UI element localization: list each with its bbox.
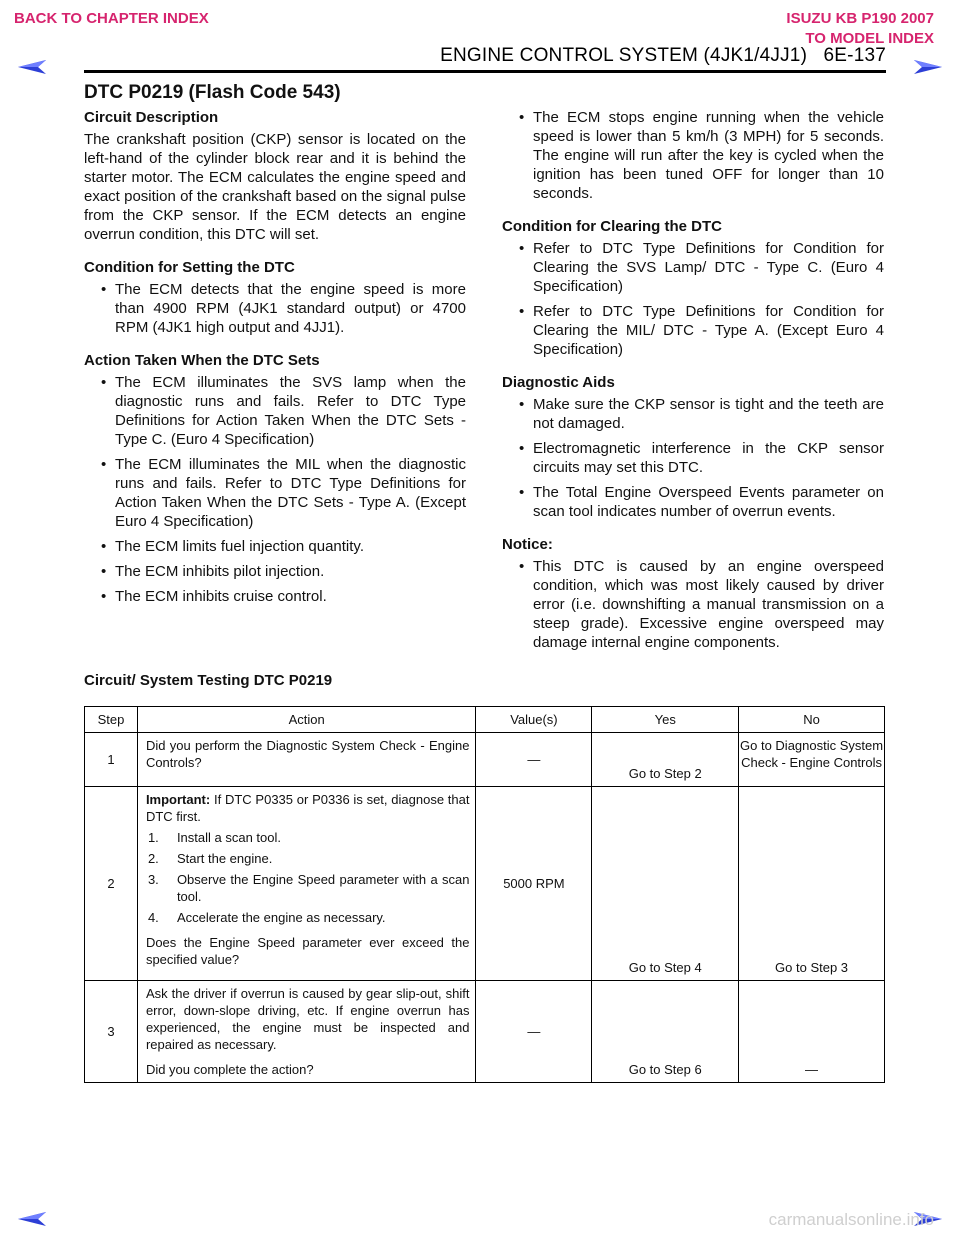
action-taken-list <box>84 373 466 606</box>
previous-page-arrow-icon[interactable] <box>16 58 48 76</box>
table-row <box>85 981 885 1083</box>
important-note <box>146 791 470 825</box>
circuit-testing-heading: Circuit/ System Testing DTC P0219 <box>84 672 333 689</box>
header-rule <box>84 70 886 73</box>
list-item: • Make sure the CKP sensor is tight and the teeth are not damaged. <box>502 395 884 433</box>
list-item <box>146 871 470 905</box>
footer-watermark: carmanualsonline.info <box>768 1210 934 1229</box>
list-item: • The ECM illuminates the MIL when the diagnostic runs and fails. Refer to DTC Type Definitions for Action Taken When the DTC Sets - Type A. (Except Euro 4 Specification) <box>84 455 466 531</box>
action-taken-heading: Action Taken When the DTC Sets <box>84 352 320 369</box>
list-item: • The ECM inhibits pilot injection. <box>84 562 466 581</box>
dtc-title: DTC P0219 (Flash Code 543) <box>84 82 341 103</box>
step-cell: 1 <box>85 733 138 787</box>
circuit-description-heading: Circuit Description <box>84 109 219 126</box>
header-step: Step <box>85 707 138 733</box>
header-values: Value(s) <box>476 707 592 733</box>
condition-setting-list <box>84 280 466 337</box>
condition-clearing-list <box>502 239 884 359</box>
no-cell: — <box>739 981 885 1083</box>
circuit-description-text: The crankshaft position (CKP) sensor is located on the left-hand of the cylinder block rear and it is behind the starter motor. The ECM calculates the engine speed and exact position of the crankshaft based on the signal pulse from the CKP sensor. If the ECM detects an engine overrun condition, this DTC will set. <box>84 131 466 243</box>
header-no: No <box>739 707 885 733</box>
yes-cell: Go to Step 6 <box>592 981 739 1083</box>
diagnostic-table <box>84 706 885 1083</box>
condition-clearing-heading: Condition for Clearing the DTC <box>502 218 722 235</box>
previous-page-bottom-arrow-icon[interactable] <box>16 1210 48 1228</box>
action-cell <box>137 981 476 1083</box>
no-cell: Go to Diagnostic System Check - Engine Controls <box>739 733 885 787</box>
list-number: 3. <box>147 872 159 887</box>
important-text: If DTC P0335 or P0336 is set, diagnose that DTC first. <box>145 792 470 824</box>
list-text: Install a scan tool. <box>176 830 281 845</box>
yes-cell: Go to Step 4 <box>592 787 739 981</box>
list-item: • The ECM inhibits cruise control. <box>84 587 466 606</box>
notice-heading: Notice: <box>502 536 553 553</box>
list-item: • The ECM stops engine running when the vehicle speed is lower than 5 km/h (3 MPH) for 5 seconds. The engine will run after the key is cycled when the ignition has been tuned OFF for longer than 10 seconds. <box>502 108 884 203</box>
model-title-link[interactable]: ISUZU KB P190 2007 <box>786 10 934 27</box>
list-number: 1. <box>147 830 159 845</box>
page-header-title: ENGINE CONTROL SYSTEM (4JK1/4JJ1) 6E-137 <box>440 45 886 66</box>
list-item <box>146 829 470 846</box>
table-row <box>85 787 885 981</box>
list-item: • The ECM detects that the engine speed is more than 4900 RPM (4JK1 standard output) or 4700 RPM (4JK1 high output and 4JJ1). <box>84 280 466 337</box>
question-text: Did you complete the action? <box>145 1062 314 1077</box>
important-label: Important: <box>145 792 211 807</box>
notice-list <box>502 557 884 652</box>
action-text: Ask the driver if overrun is caused by gear slip-out, shift error, down-slope driving, etc. If engine overrun has experienced, the engine must be inspected and repaired as necessary. <box>145 986 470 1052</box>
list-item: • The ECM illuminates the SVS lamp when the diagnostic runs and fails. Refer to DTC Type Definitions for Action Taken When the DTC Sets - Type C. (Euro 4 Specification) <box>84 373 466 449</box>
list-text: Start the engine. <box>176 851 273 866</box>
list-item <box>146 909 470 926</box>
action-taken-list-continued <box>502 108 884 203</box>
diagnostic-aids-list <box>502 395 884 521</box>
yes-cell: Go to Step 2 <box>592 733 739 787</box>
value-cell: — <box>476 981 592 1083</box>
to-model-index-link[interactable]: TO MODEL INDEX <box>805 30 934 47</box>
list-number: 2. <box>147 851 159 866</box>
list-text: Observe the Engine Speed parameter with a scan tool. <box>176 872 470 904</box>
list-number: 4. <box>147 910 159 925</box>
header-action: Action <box>137 707 476 733</box>
list-item: • Refer to DTC Type Definitions for Condition for Clearing the MIL/ DTC - Type A. (Except Euro 4 Specification) <box>502 302 884 359</box>
list-item: • This DTC is caused by an engine overspeed condition, which was most likely caused by driver error (i.e. downshifting a manual transmission on a steep grade). Excessive engine overspeed may damage internal engine components. <box>502 557 884 652</box>
table-row <box>85 733 885 787</box>
table-header-row <box>85 707 885 733</box>
value-cell: — <box>476 733 592 787</box>
next-page-arrow-icon[interactable] <box>912 58 944 76</box>
right-column <box>502 108 884 666</box>
action-cell <box>137 787 476 981</box>
header-yes: Yes <box>592 707 739 733</box>
condition-setting-heading: Condition for Setting the DTC <box>84 259 295 276</box>
left-column <box>84 108 466 620</box>
procedure-list <box>146 829 470 926</box>
diagnostic-aids-heading: Diagnostic Aids <box>502 374 615 391</box>
back-to-chapter-index-link[interactable]: BACK TO CHAPTER INDEX <box>14 10 209 27</box>
action-cell: Did you perform the Diagnostic System Check - Engine Controls? <box>137 733 476 787</box>
list-item: • Electromagnetic interference in the CKP sensor circuits may set this DTC. <box>502 439 884 477</box>
list-item <box>146 850 470 867</box>
step-cell: 2 <box>85 787 138 981</box>
question-text: Does the Engine Speed parameter ever exceed the specified value? <box>145 935 470 967</box>
value-cell: 5000 RPM <box>476 787 592 981</box>
list-item: • The ECM limits fuel injection quantity. <box>84 537 466 556</box>
step-cell: 3 <box>85 981 138 1083</box>
no-cell: Go to Step 3 <box>739 787 885 981</box>
list-item: • Refer to DTC Type Definitions for Condition for Clearing the SVS Lamp/ DTC - Type C. (Euro 4 Specification) <box>502 239 884 296</box>
list-item: • The Total Engine Overspeed Events parameter on scan tool indicates number of overrun events. <box>502 483 884 521</box>
list-text: Accelerate the engine as necessary. <box>176 910 386 925</box>
